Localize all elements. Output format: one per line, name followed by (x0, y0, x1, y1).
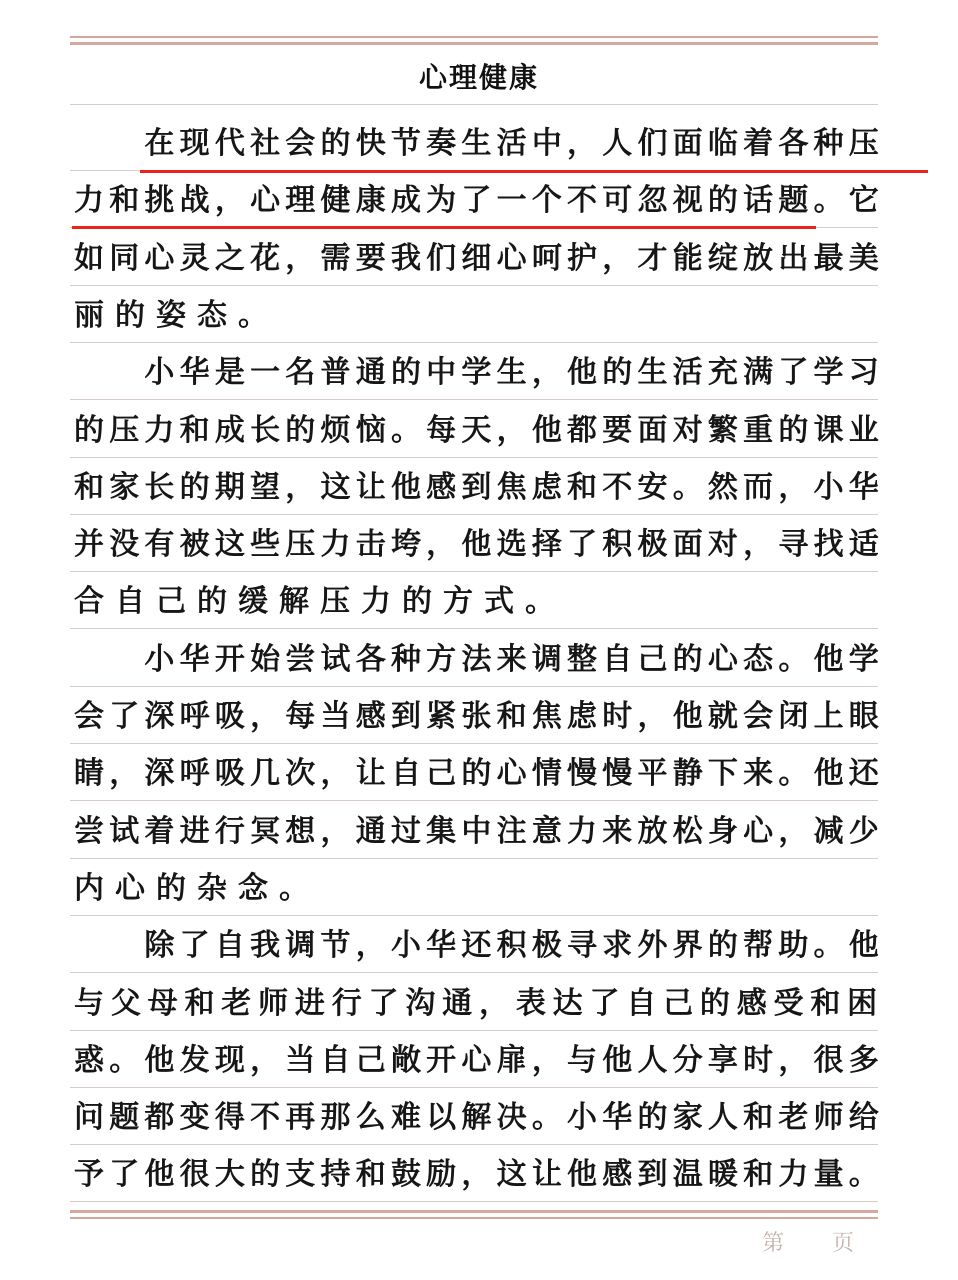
highlight-underline-1 (140, 170, 928, 173)
text-line: 如同心灵之花，需要我们细心呵护，才能绽放出最美 (74, 241, 884, 276)
footer-page-suffix: 页 (832, 1231, 855, 1256)
text-line: 的压力和成长的烦恼。每天，他都要面对繁重的课业 (74, 413, 884, 448)
text-line: 问题都变得不再那么难以解决。小华的家人和老师给 (74, 1100, 884, 1135)
top-border-inner (70, 42, 878, 45)
ruled-line (70, 1087, 878, 1088)
ruled-line (70, 399, 878, 400)
ruled-line (70, 1144, 878, 1145)
page-title: 心理健康 (418, 61, 539, 94)
top-border-outer (70, 36, 878, 38)
ruled-line (70, 285, 878, 286)
ruled-line (70, 972, 878, 973)
ruled-line (70, 743, 878, 744)
ruled-line (70, 104, 878, 105)
ruled-line (70, 915, 878, 916)
ruled-line (70, 686, 878, 687)
text-line: 会了深呼吸，每当感到紧张和焦虑时，他就会闭上眼 (74, 699, 884, 734)
ruled-line (70, 628, 878, 629)
text-line: 与父母和老师进行了沟通，表达了自己的感受和困 (74, 986, 884, 1021)
ruled-line (70, 457, 878, 458)
text-line: 力和挑战，心理健康成为了一个不可忽视的话题。它 (74, 183, 884, 218)
text-line: 予了他很大的支持和鼓励，这让他感到温暖和力量。 (74, 1157, 884, 1192)
text-line: 内心的杂念。 (74, 871, 320, 906)
ruled-line (70, 1030, 878, 1031)
ruled-line (70, 571, 878, 572)
text-line: 在现代社会的快节奏生活中，人们面临着各种压 (144, 126, 884, 161)
text-line: 和家长的期望，这让他感到焦虑和不安。然而，小华 (74, 470, 884, 505)
text-line: 丽的姿态。 (74, 298, 279, 333)
text-line: 小华是一名普通的中学生，他的生活充满了学习 (144, 355, 884, 390)
highlight-underline-2 (72, 226, 816, 229)
ruled-line (70, 800, 878, 801)
text-line: 合自己的缓解压力的方式。 (74, 584, 566, 619)
ruled-line (70, 858, 878, 859)
text-line: 尝试着进行冥想，通过集中注意力来放松身心，减少 (74, 814, 884, 849)
text-line: 除了自我调节，小华还积极寻求外界的帮助。他 (144, 928, 884, 963)
ruled-line (70, 1201, 878, 1202)
ruled-line (70, 342, 878, 343)
text-line: 睛，深呼吸几次，让自己的心情慢慢平静下来。他还 (74, 756, 884, 791)
bottom-border-inner (70, 1210, 878, 1213)
text-line: 并没有被这些压力击垮，他选择了积极面对，寻找适 (74, 527, 884, 562)
text-line: 惑。他发现，当自己敞开心扉，与他人分享时，很多 (74, 1043, 884, 1078)
text-line: 小华开始尝试各种方法来调整自己的心态。他学 (144, 642, 884, 677)
footer-page-label: 第 (762, 1231, 785, 1256)
ruled-line (70, 514, 878, 515)
bottom-border-outer (70, 1217, 878, 1219)
